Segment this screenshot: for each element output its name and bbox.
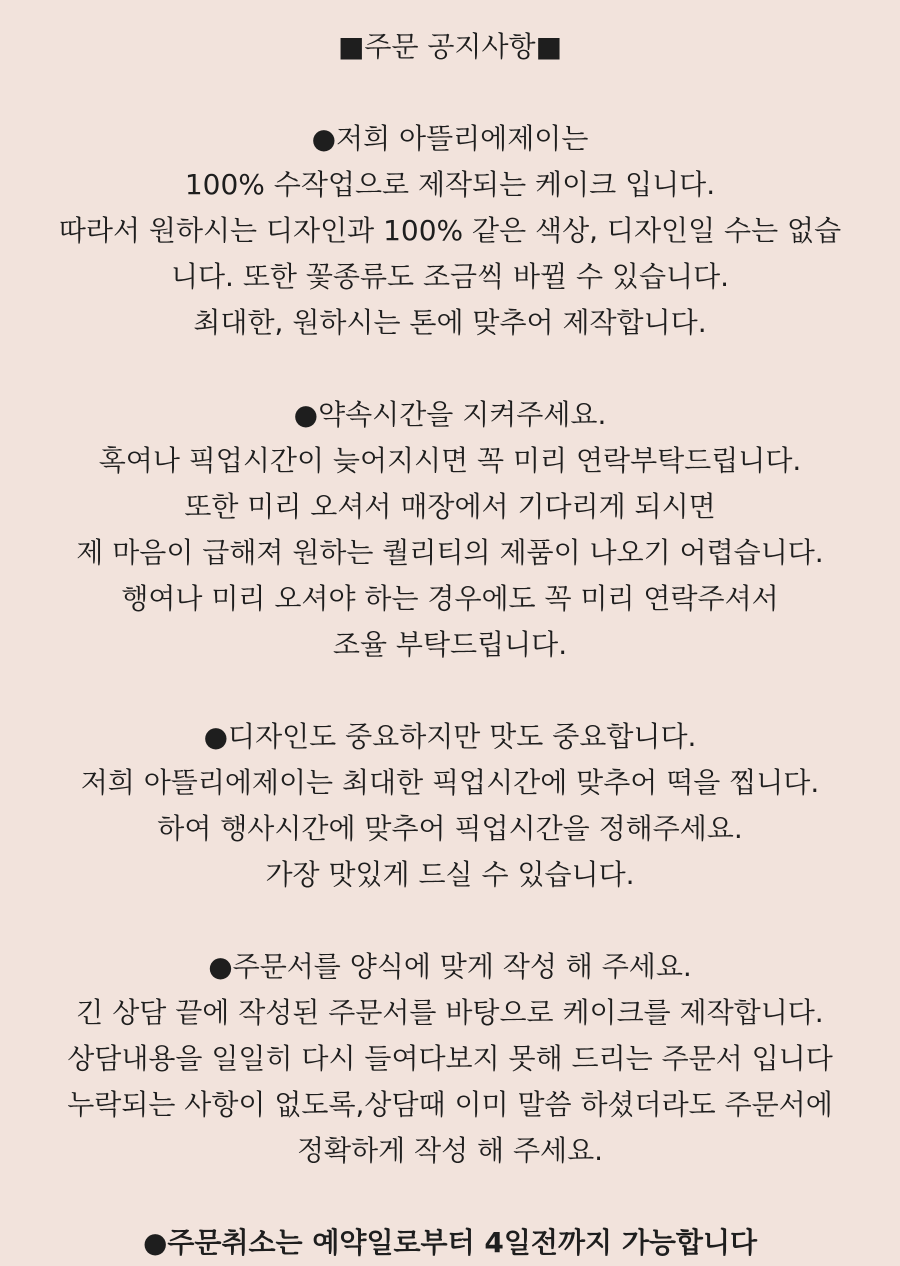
section-line: 누락되는 사항이 없도록,상담때 이미 말씀 하셨더라도 주문서에: [67, 1088, 833, 1121]
section-line: 최대한, 원하시는 톤에 맞추어 제작합니다.: [193, 306, 707, 339]
section-line: 저희 아뜰리에제이는 최대한 픽업시간에 맞추어 떡을 찝니다.: [80, 766, 820, 799]
section-line: 따라서 원하시는 디자인과 100% 같은 색상, 디자인일 수는 없습: [58, 214, 842, 247]
section-line: 긴 상담 끝에 작성된 주문서를 바탕으로 케이크를 제작합니다.: [76, 996, 824, 1029]
section-line: 하여 행사시간에 맞추어 픽업시간을 정해주세요.: [157, 812, 743, 845]
section-line: 행여나 미리 오셔야 하는 경우에도 꼭 미리 연락주셔서: [121, 582, 779, 615]
notice-section-order-form: [0, 944, 900, 1174]
section-line: 혹여나 픽업시간이 늦어지시면 꼭 미리 연락부탁드립니다.: [98, 444, 802, 477]
section-line: 정확하게 작성 해 주세요.: [296, 1134, 604, 1167]
section-line: 또한 미리 오셔서 매장에서 기다리게 되시면: [184, 490, 716, 523]
section-line: 100% 수작업으로 제작되는 케이크 입니다.: [184, 168, 716, 201]
section-line: 가장 맛있게 드실 수 있습니다.: [265, 858, 635, 891]
notice-section-design: [0, 116, 900, 346]
section-line: 니다. 또한 꽃종류도 조금씩 바뀔 수 있습니다.: [170, 260, 730, 293]
section-heading: ●약속시간을 지켜주세요.: [293, 398, 607, 431]
notice-section-taste: [0, 714, 900, 898]
section-line: 제 마음이 급해져 원하는 퀄리티의 제품이 나오기 어렵습니다.: [76, 536, 824, 569]
cancellation-notice: ●주문취소는 예약일로부터 4일전까지 가능합니다: [142, 1226, 758, 1259]
section-heading: ●저희 아뜰리에제이는: [311, 122, 589, 155]
section-line: 조율 부탁드립니다.: [332, 628, 568, 661]
section-heading: ●주문서를 양식에 맞게 작성 해 주세요.: [208, 950, 692, 983]
section-heading: ●디자인도 중요하지만 맛도 중요합니다.: [203, 720, 697, 753]
section-line: 상담내용을 일일히 다시 들여다보지 못해 드리는 주문서 입니다: [67, 1042, 833, 1075]
page-title: ■주문 공지사항■: [337, 30, 563, 63]
notice-section-pickup-time: [0, 392, 900, 668]
